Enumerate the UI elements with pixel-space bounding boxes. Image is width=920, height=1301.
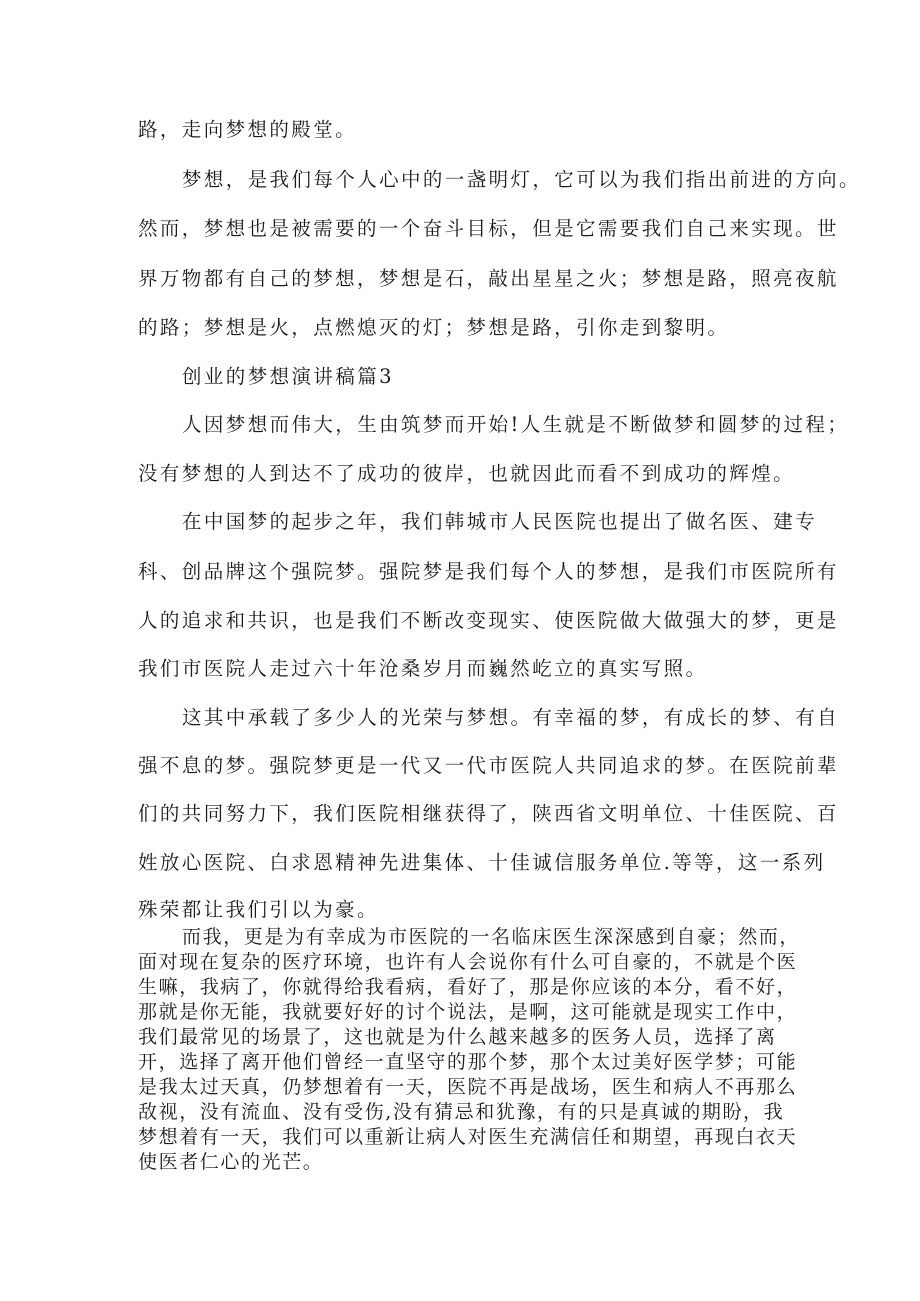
paragraph-line: 们的共同努力下，我们医院相继获得了，陕西省文明单位、十佳医院、百 [138, 802, 839, 825]
paragraph-line: 路，走向梦想的殿堂。 [138, 118, 358, 141]
paragraph-line: 然而，梦想也是被需要的一个奋斗目标，但是它需要我们自己来实现。世 [138, 217, 839, 240]
paragraph-line: 的路；梦想是火，点燃熄灭的灯；梦想是路，引你走到黎明。 [138, 316, 730, 339]
section-heading: 创业的梦想演讲稿篇3 [182, 365, 394, 388]
paragraph-line: 而我，更是为有幸成为市医院的一名临床医生深深感到自豪；然而， [182, 926, 801, 948]
paragraph-line: 人的追求和共识，也是我们不断改变现实、使医院做大做强大的梦，更是 [138, 609, 839, 632]
paragraph-line: 使医者仁心的光芒。 [138, 1151, 324, 1173]
paragraph-line: 梦想着有一天，我们可以重新让病人对医生充满信任和期望，再现白衣天 [138, 1126, 798, 1148]
paragraph-line: 我们市医院人走过六十年沧桑岁月而巍然屹立的真实写照。 [138, 657, 708, 680]
paragraph-line: 这其中承载了多少人的光荣与梦想。有幸福的梦，有成长的梦、有自 [182, 706, 840, 729]
paragraph-line: 那就是你无能，我就要好好的讨个说法，是啊，这可能就是现实工作中， [138, 1001, 798, 1023]
paragraph-line: 面对现在复杂的医疗环境，也许有人会说你有什么可自豪的，不就是个医 [138, 951, 798, 973]
paragraph-line: 在中国梦的起步之年，我们韩城市人民医院也提出了做名医、建专 [182, 510, 818, 533]
paragraph-line: 是我太过天真，仍梦想着有一天，医院不再是战场，医生和病人不再那么 [138, 1076, 798, 1098]
paragraph-line: 殊荣都让我们引以为豪。 [138, 898, 379, 921]
paragraph-line: 我们最常见的场景了，这也就是为什么越来越多的医务人员，选择了离 [138, 1026, 777, 1048]
paragraph-line: 梦想，是我们每个人心中的一盏明灯，它可以为我们指出前进的方向。 [182, 168, 861, 191]
paragraph-line: 人因梦想而伟大，生由筑梦而开始!人生就是不断做梦和圆梦的过程； [182, 413, 850, 436]
paragraph-line: 没有梦想的人到达不了成功的彼岸，也就因此而看不到成功的辉煌。 [138, 462, 796, 485]
paragraph-line: 强不息的梦。强院梦更是一代又一代市医院人共同追求的梦。在医院前辈 [138, 754, 839, 777]
paragraph-line: 界万物都有自己的梦想，梦想是石，敲出星星之火；梦想是路，照亮夜航 [138, 267, 839, 290]
paragraph-line: 姓放心医院、白求恩精神先进集体、十佳诚信服务单位.等等，这一系列 [138, 851, 826, 874]
paragraph-line: 生嘛，我病了，你就得给我看病，看好了，那是你应该的本分，看不好， [138, 976, 798, 998]
paragraph-line: 开，选择了离开他们曾经一直坚守的那个梦，那个太过美好医学梦；可能 [138, 1051, 798, 1073]
paragraph-line: 敌视，没有流血、没有受伤,没有猜忌和犹豫，有的只是真诚的期盼，我 [138, 1101, 785, 1123]
paragraph-line: 科、创品牌这个强院梦。强院梦是我们每个人的梦想，是我们市医院所有 [138, 560, 839, 583]
